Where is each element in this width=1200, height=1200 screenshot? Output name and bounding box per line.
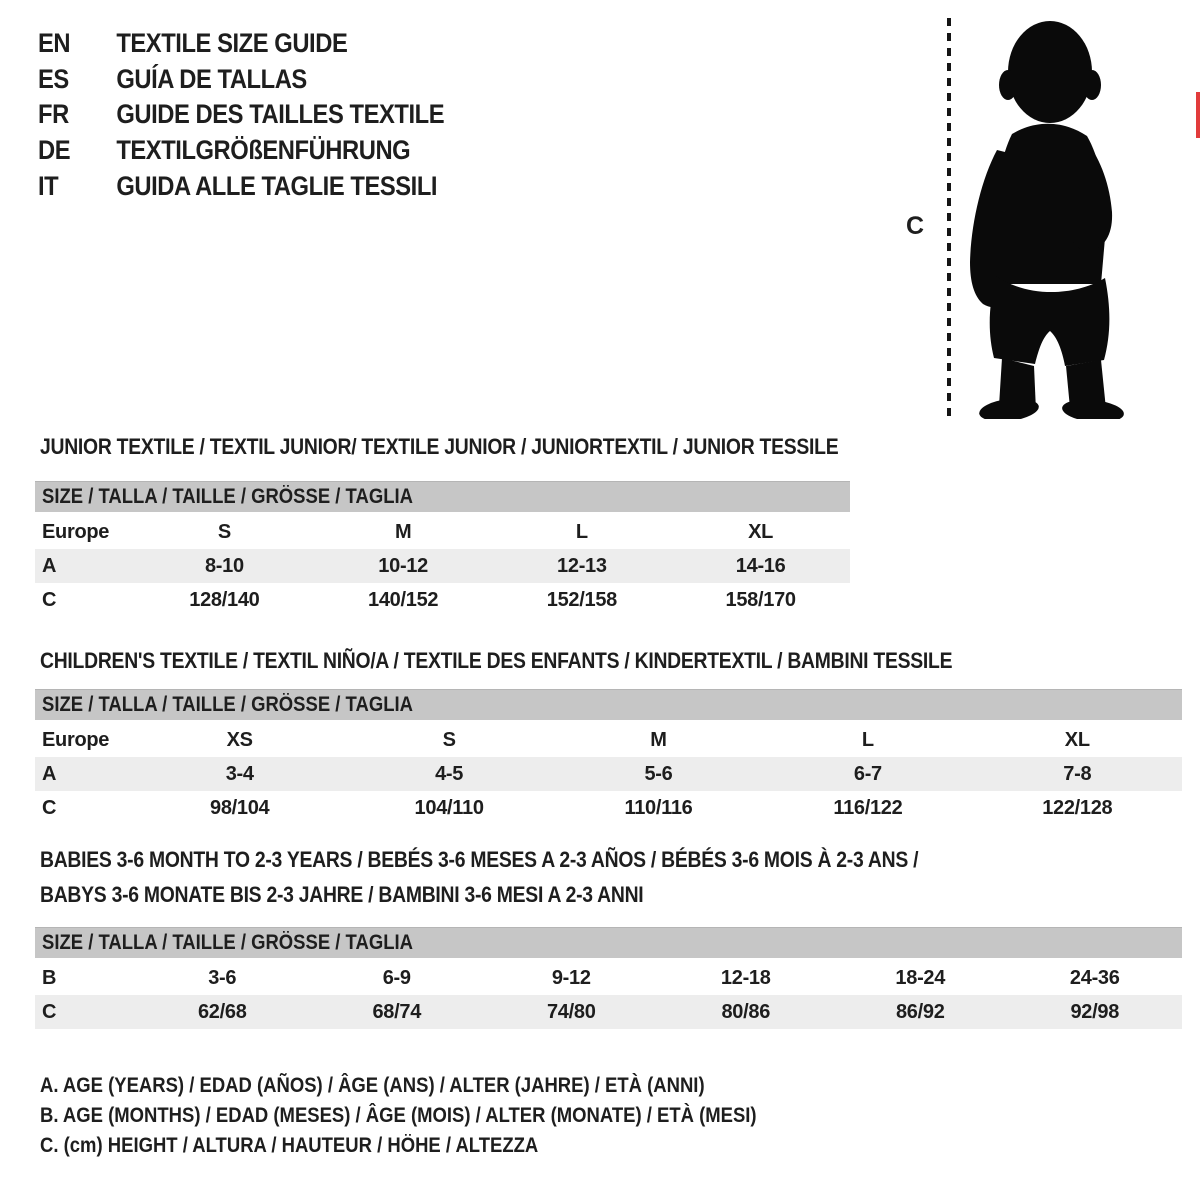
size-header-text: SIZE / TALLA / TAILLE / GRÖSSE / TAGLIA <box>42 485 413 508</box>
junior-size-table <box>35 481 850 617</box>
guide-title: TEXTILE SIZE GUIDE <box>116 28 348 59</box>
size-header-text: SIZE / TALLA / TAILLE / GRÖSSE / TAGLIA <box>42 693 413 716</box>
row-label: Europe <box>42 728 110 751</box>
lang-code: DE <box>38 135 71 166</box>
height-dotted-line <box>947 18 951 416</box>
height-measure-label: C <box>906 212 925 240</box>
lang-row-de <box>38 133 444 169</box>
size-cell: 8-10 <box>204 554 244 577</box>
edge-crop-mark <box>1196 92 1200 138</box>
lang-code: IT <box>38 170 59 201</box>
legend-text: A. AGE (YEARS) / EDAD (AÑOS) / ÂGE (ANS) / ALTER (JAHRE) / ETÀ (ANNI) <box>40 1074 705 1097</box>
size-cell: 98/104 <box>210 796 270 819</box>
size-cell: S <box>442 728 456 751</box>
size-cell: 140/152 <box>368 588 439 611</box>
legend-text: C. (cm) HEIGHT / ALTURA / HAUTEUR / HÖHE / ALTEZZA <box>40 1134 539 1157</box>
size-cell: 116/122 <box>833 796 903 819</box>
babies-size-table <box>35 927 1182 1029</box>
lang-code: FR <box>38 99 69 130</box>
size-cell: L <box>575 520 588 543</box>
size-header-bar <box>35 481 850 512</box>
size-cell: 6-9 <box>382 966 411 989</box>
table-row <box>35 515 850 549</box>
lang-code: ES <box>38 63 69 94</box>
table-row <box>35 723 1182 757</box>
size-cell: 74/80 <box>546 1000 596 1023</box>
section-title-text: JUNIOR TEXTILE / TEXTIL JUNIOR/ TEXTILE JUNIOR / JUNIORTEXTIL / JUNIOR TESSILE <box>40 434 839 459</box>
size-cell: 62/68 <box>197 1000 247 1023</box>
size-cell: M <box>650 728 667 751</box>
row-label: B <box>42 966 57 989</box>
size-cell: L <box>861 728 874 751</box>
size-cell: 5-6 <box>644 762 673 785</box>
guide-title: GUIDE DES TAILLES TEXTILE <box>116 99 445 130</box>
size-cell: 122/128 <box>1042 796 1113 819</box>
size-header-bar <box>35 689 1182 720</box>
size-cell: 12-13 <box>557 554 607 577</box>
table-row <box>35 961 1182 995</box>
size-cell: 80/86 <box>721 1000 771 1023</box>
lang-row-fr <box>38 97 444 133</box>
size-cell: 3-6 <box>208 966 237 989</box>
size-cell: 128/140 <box>189 588 260 611</box>
size-cell: S <box>217 520 231 543</box>
size-cell: 10-12 <box>378 554 428 577</box>
table-row <box>35 995 1182 1029</box>
size-cell: 4-5 <box>435 762 464 785</box>
size-cell: 24-36 <box>1069 966 1120 989</box>
size-cell: 152/158 <box>546 588 617 611</box>
guide-title: TEXTILGRÖßENFÜHRUNG <box>116 135 411 166</box>
guide-title: GUIDA ALLE TAGLIE TESSILI <box>116 170 438 201</box>
lang-row-en <box>38 26 444 62</box>
size-cell: XL <box>1064 728 1090 751</box>
guide-title: GUÍA DE TALLAS <box>116 63 307 94</box>
size-cell: 6-7 <box>853 762 882 785</box>
size-cell: XL <box>748 520 774 543</box>
language-title-list <box>38 26 500 204</box>
size-cell: XS <box>226 728 253 751</box>
row-label: A <box>42 762 57 785</box>
size-cell: 86/92 <box>895 1000 945 1023</box>
size-header-bar <box>35 927 1182 958</box>
size-cell: 9-12 <box>551 966 591 989</box>
row-label: C <box>42 588 57 611</box>
row-label: C <box>42 1000 57 1023</box>
table-row <box>35 583 850 617</box>
table-row <box>35 549 850 583</box>
section-title-text: BABYS 3-6 MONATE BIS 2-3 JAHRE / BAMBINI 3-6 MESI A 2-3 ANNI <box>40 882 644 907</box>
section-title-children <box>40 643 1077 678</box>
row-label: A <box>42 554 57 577</box>
legend-line-b <box>40 1101 854 1131</box>
legend-text: B. AGE (MONTHS) / EDAD (MESES) / ÂGE (MOIS) / ALTER (MONATE) / ETÀ (MESI) <box>40 1104 757 1127</box>
children-size-table <box>35 689 1182 825</box>
row-label: C <box>42 796 57 819</box>
size-header-text: SIZE / TALLA / TAILLE / GRÖSSE / TAGLIA <box>42 931 413 954</box>
section-title-babies <box>40 842 1038 912</box>
legend-line-c <box>40 1131 854 1161</box>
toddler-silhouette-icon <box>963 14 1143 419</box>
size-cell: 68/74 <box>372 1000 422 1023</box>
section-title-text: CHILDREN'S TEXTILE / TEXTIL NIÑO/A / TEXTILE DES ENFANTS / KINDERTEXTIL / BAMBINI TESSILE <box>40 648 953 673</box>
lang-row-es <box>38 62 444 98</box>
size-cell: 104/110 <box>414 796 484 819</box>
section-title-junior <box>40 429 947 464</box>
size-cell: 110/116 <box>624 796 693 819</box>
table-row <box>35 791 1182 825</box>
size-cell: 158/170 <box>725 588 796 611</box>
lang-code: EN <box>38 28 71 59</box>
size-cell: 3-4 <box>225 762 254 785</box>
legend-line-a <box>40 1071 854 1101</box>
size-cell: 92/98 <box>1070 1000 1120 1023</box>
lang-row-it <box>38 168 444 204</box>
size-cell: 12-18 <box>720 966 771 989</box>
table-row <box>35 757 1182 791</box>
size-cell: M <box>394 520 412 543</box>
size-cell: 7-8 <box>1063 762 1092 785</box>
size-cell: 14-16 <box>735 554 786 577</box>
measurement-legend <box>40 1071 854 1161</box>
section-title-text: BABIES 3-6 MONTH TO 2-3 YEARS / BEBÉS 3-6 MESES A 2-3 AÑOS / BÉBÉS 3-6 MOIS À 2-3 ANS / <box>40 847 919 872</box>
size-cell: 18-24 <box>895 966 946 989</box>
row-label: Europe <box>42 520 110 543</box>
